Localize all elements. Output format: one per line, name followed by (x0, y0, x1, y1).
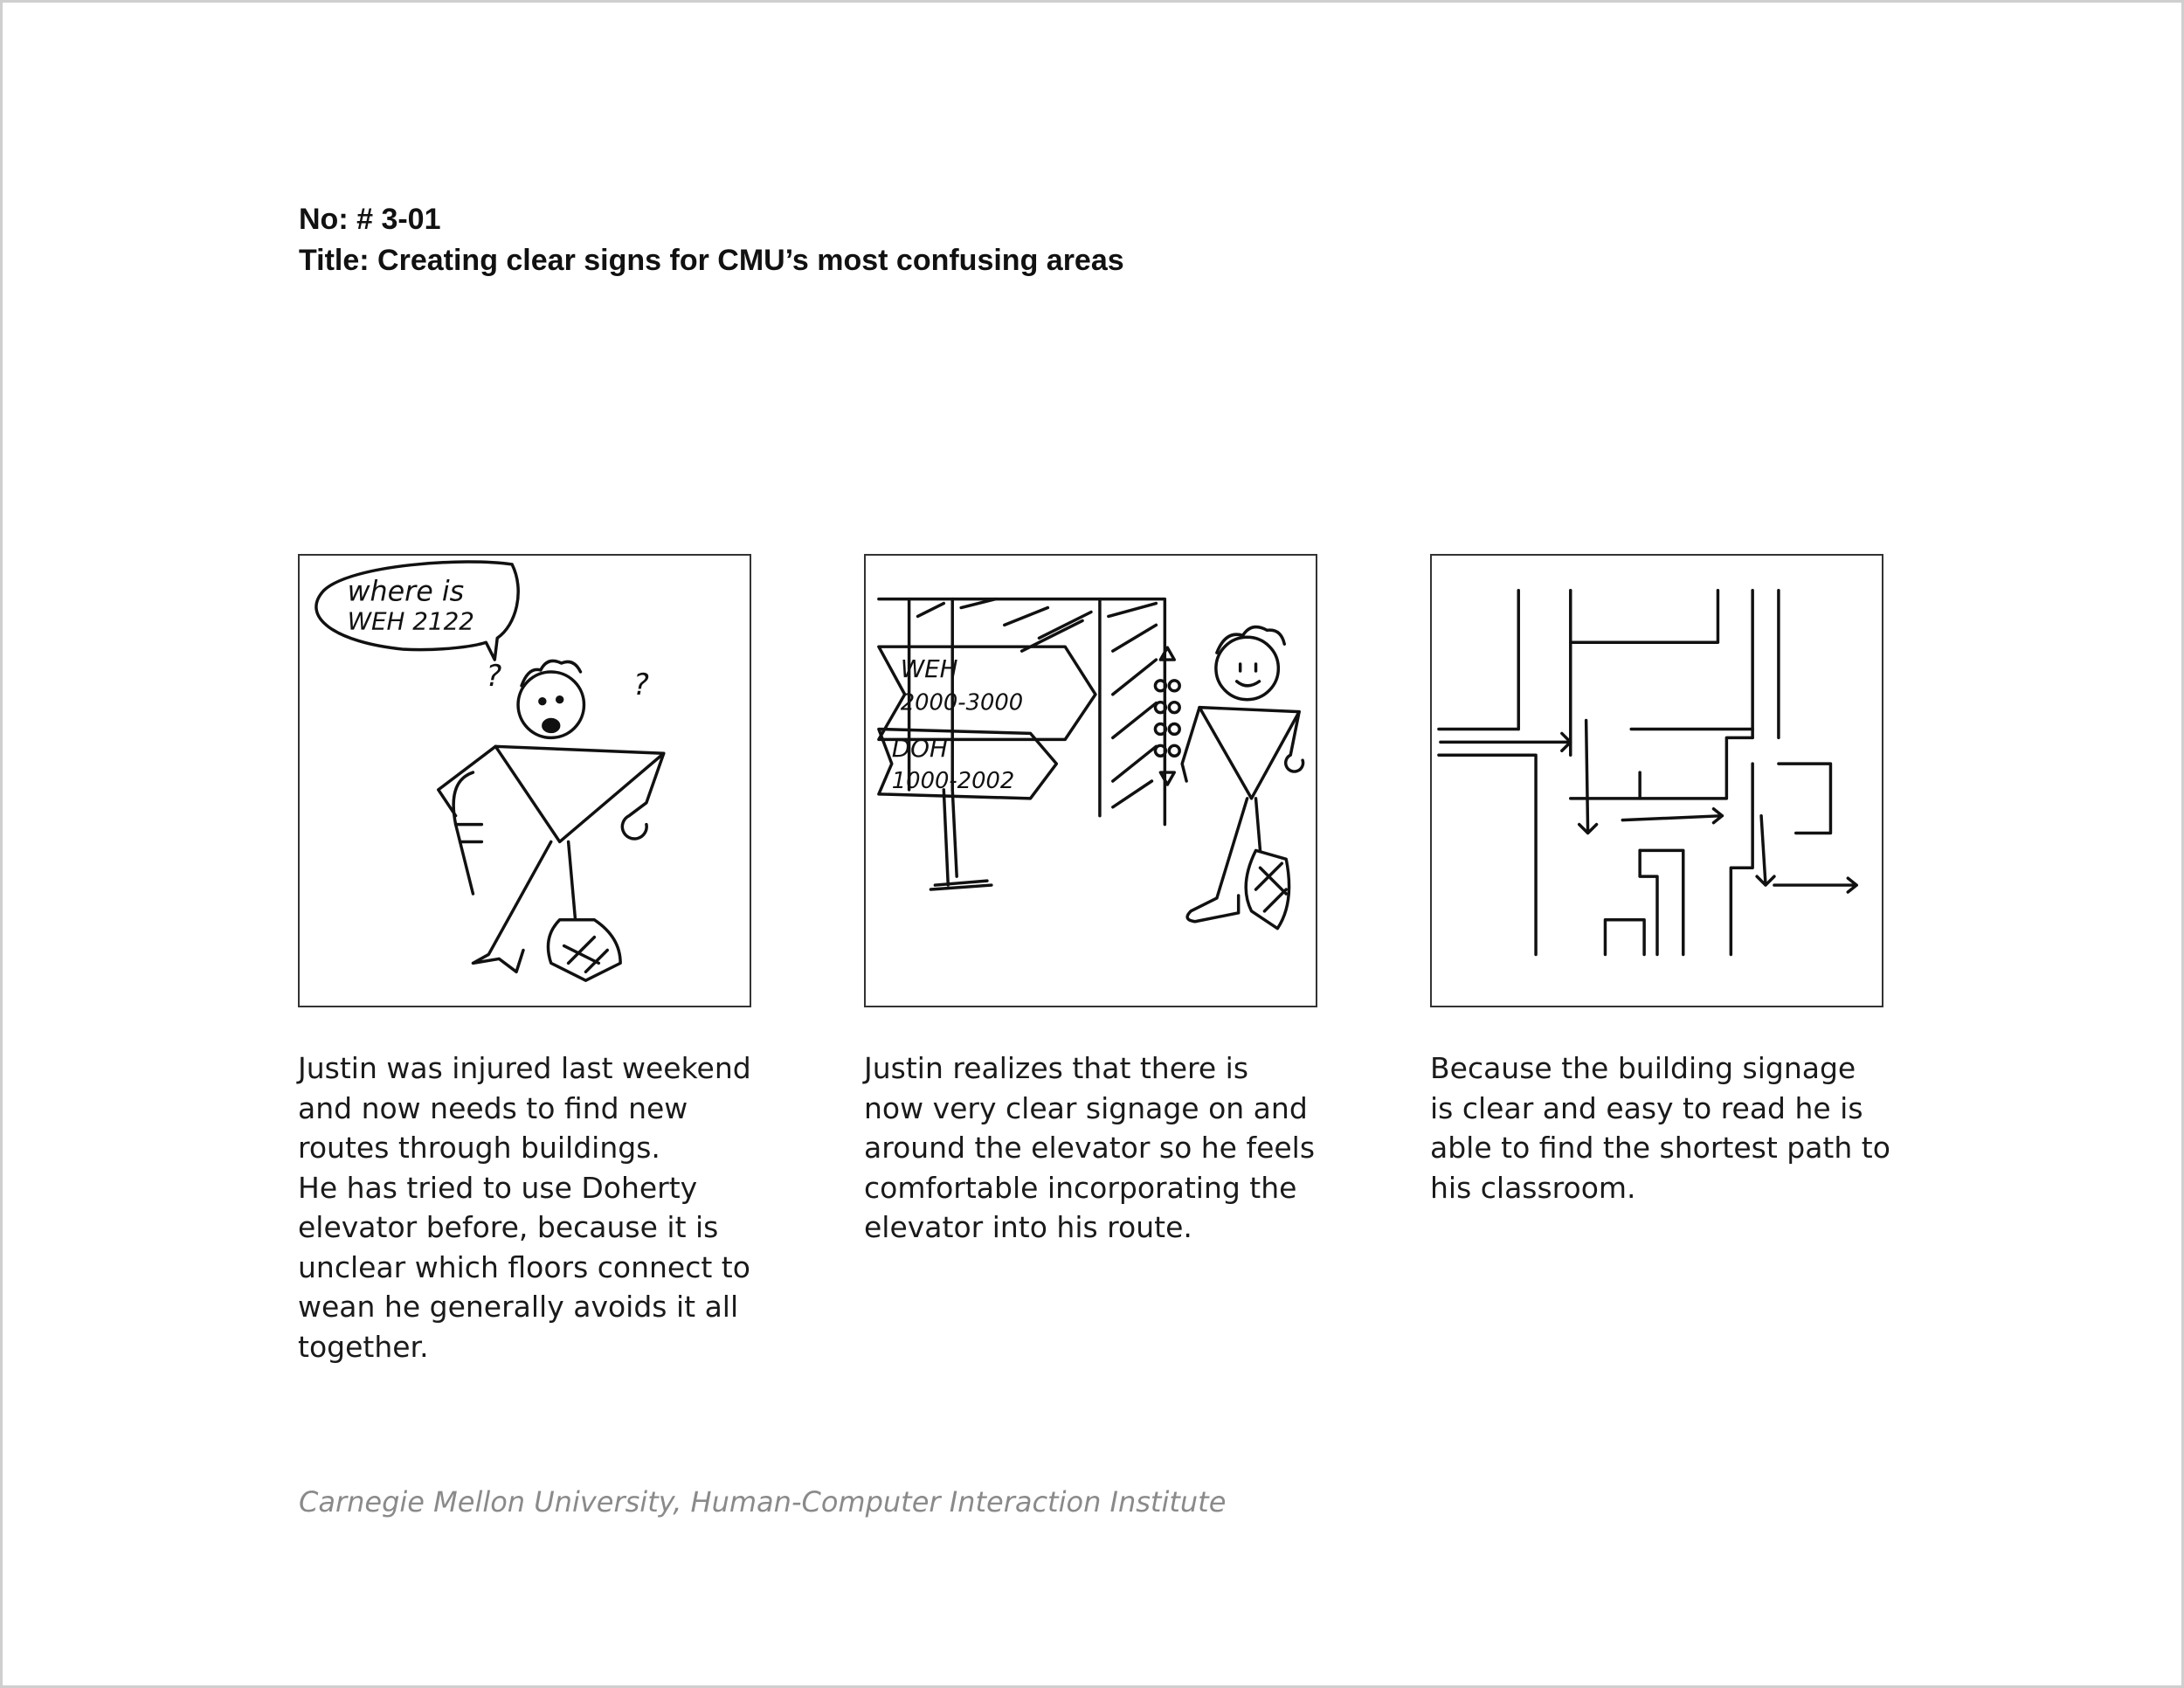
sign-doh-range: 1000-2002 (891, 767, 1015, 794)
panel-2-caption (864, 1048, 1336, 1248)
sign-weh-range: 2000-3000 (900, 689, 1024, 716)
caption-line: elevator into his route. (864, 1210, 1192, 1244)
storyboard-header (299, 199, 1124, 281)
caption-line: Justin was injured last weekend (298, 1051, 751, 1085)
panel-1-sketch (300, 556, 750, 1006)
sign-doh-label: DOH (891, 734, 948, 764)
caption-line: now very clear signage on and (864, 1090, 1308, 1125)
caption-line: wean he generally avoids it all (298, 1290, 739, 1324)
caption-line: Justin realizes that there is (864, 1051, 1249, 1085)
caption-line: and now needs to find new (298, 1090, 688, 1125)
storyboard-panel-1 (298, 554, 751, 1007)
panel-3-caption (1430, 1048, 1902, 1207)
panel-3-sketch (1432, 556, 1882, 1006)
footer-credit: Carnegie Mellon University, Human-Computer Interaction Institute (299, 1485, 1227, 1519)
storyboard-title: Title: Creating clear signs for CMU’s most confusing areas (299, 244, 1124, 277)
caption-line: routes through buildings. (298, 1131, 660, 1165)
panel-2-sketch (866, 556, 1316, 1006)
question-mark-left: ? (486, 658, 502, 693)
caption-line: Because the building signage (1430, 1051, 1856, 1085)
speech-bubble-line-1: where is (347, 576, 465, 608)
question-mark-right: ? (633, 667, 649, 702)
caption-line: his classroom. (1430, 1170, 1636, 1205)
caption-line: unclear which floors connect to (298, 1249, 750, 1284)
caption-line: able to find the shortest path to (1430, 1131, 1890, 1165)
caption-line: He has tried to use Doherty (298, 1170, 698, 1205)
speech-bubble-line-2: WEH 2122 (347, 606, 474, 636)
storyboard-number: No: # 3-01 (299, 203, 441, 236)
sign-weh-label: WEH (900, 654, 958, 683)
caption-line: comfortable incorporating the (864, 1170, 1297, 1205)
storyboard-panel-3 (1430, 554, 1883, 1007)
storyboard-panel-2 (864, 554, 1317, 1007)
panel-1-caption (298, 1048, 770, 1366)
caption-line: together. (298, 1329, 429, 1364)
caption-line: is clear and easy to read he is (1430, 1090, 1863, 1125)
caption-line: around the elevator so he feels (864, 1131, 1316, 1165)
caption-line: elevator before, because it is (298, 1210, 719, 1244)
